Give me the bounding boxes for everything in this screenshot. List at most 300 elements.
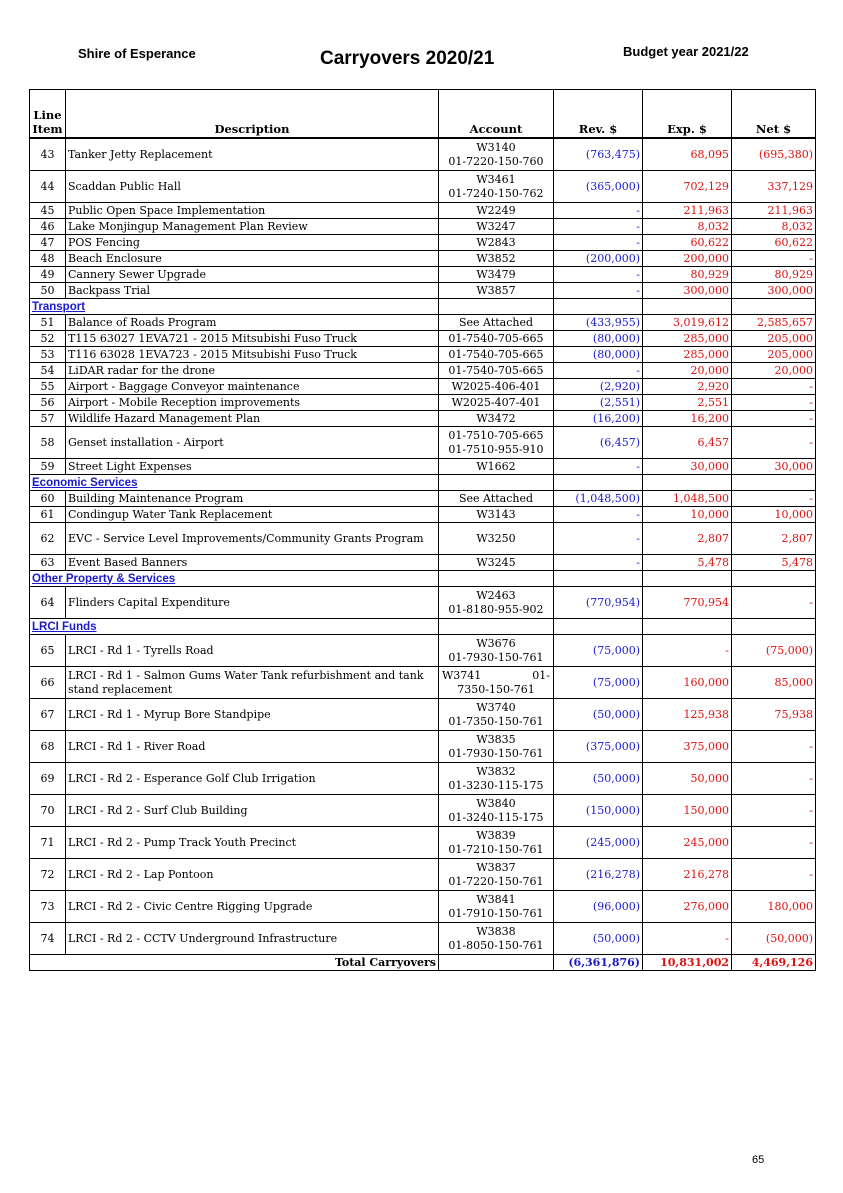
revenue-amount: - bbox=[554, 283, 643, 299]
line-item-number: 48 bbox=[30, 251, 66, 267]
expense-amount: 125,938 bbox=[643, 699, 732, 731]
expense-amount: 150,000 bbox=[643, 795, 732, 827]
revenue-amount: (200,000) bbox=[554, 251, 643, 267]
net-amount: - bbox=[732, 251, 816, 267]
account-code-line: W2025-406-401 bbox=[451, 379, 541, 393]
line-item-number: 71 bbox=[30, 827, 66, 859]
table-row bbox=[30, 235, 816, 251]
expense-amount: - bbox=[643, 635, 732, 667]
page-title: Carryovers 2020/21 bbox=[320, 48, 495, 69]
line-item-number: 70 bbox=[30, 795, 66, 827]
account-code bbox=[439, 763, 554, 795]
expense-amount: 20,000 bbox=[643, 363, 732, 379]
account-code-line: W3838 bbox=[476, 924, 516, 938]
expense-amount: 770,954 bbox=[643, 587, 732, 619]
item-description: Lake Monjingup Management Plan Review bbox=[66, 219, 439, 235]
revenue-amount: (75,000) bbox=[554, 667, 643, 699]
table-row bbox=[30, 507, 816, 523]
empty-cell bbox=[439, 619, 554, 635]
expense-amount: 5,478 bbox=[643, 555, 732, 571]
line-item-number: 61 bbox=[30, 507, 66, 523]
account-code bbox=[439, 699, 554, 731]
item-description: LRCI - Rd 2 - Lap Pontoon bbox=[66, 859, 439, 891]
item-description: Building Maintenance Program bbox=[66, 491, 439, 507]
account-code bbox=[439, 203, 554, 219]
col-header-net: Net $ bbox=[732, 90, 816, 139]
revenue-amount: - bbox=[554, 203, 643, 219]
line-item-number: 68 bbox=[30, 731, 66, 763]
item-description: LRCI - Rd 2 - Esperance Golf Club Irrigation bbox=[66, 763, 439, 795]
expense-amount: 211,963 bbox=[643, 203, 732, 219]
empty-cell bbox=[439, 955, 554, 971]
revenue-amount: (50,000) bbox=[554, 923, 643, 955]
empty-cell bbox=[554, 571, 643, 587]
net-amount: - bbox=[732, 859, 816, 891]
line-item-number: 54 bbox=[30, 363, 66, 379]
account-code-line: W3841 bbox=[476, 892, 516, 906]
item-description: LRCI - Rd 1 - Salmon Gums Water Tank refurbishment and tank stand replacement bbox=[66, 667, 439, 699]
item-description: POS Fencing bbox=[66, 235, 439, 251]
empty-cell bbox=[439, 571, 554, 587]
total-net: 4,469,126 bbox=[732, 955, 816, 971]
net-amount: 8,032 bbox=[732, 219, 816, 235]
account-code-line: W3461 bbox=[476, 172, 516, 186]
account-code-line: W3247 bbox=[476, 219, 516, 233]
expense-amount: - bbox=[643, 923, 732, 955]
budget-year: Budget year 2021/22 bbox=[623, 44, 749, 59]
revenue-amount: (365,000) bbox=[554, 171, 643, 203]
empty-cell bbox=[732, 619, 816, 635]
account-code bbox=[439, 395, 554, 411]
net-amount: - bbox=[732, 395, 816, 411]
expense-amount: 30,000 bbox=[643, 459, 732, 475]
section-header-row bbox=[30, 475, 816, 491]
total-revenue: (6,361,876) bbox=[554, 955, 643, 971]
item-description: LRCI - Rd 2 - Surf Club Building bbox=[66, 795, 439, 827]
expense-amount: 60,622 bbox=[643, 235, 732, 251]
line-item-number: 74 bbox=[30, 923, 66, 955]
expense-amount: 216,278 bbox=[643, 859, 732, 891]
section-header-row bbox=[30, 571, 816, 587]
total-expense: 10,831,002 bbox=[643, 955, 732, 971]
table-row bbox=[30, 347, 816, 363]
table-row bbox=[30, 635, 816, 667]
expense-amount: 285,000 bbox=[643, 347, 732, 363]
table-row bbox=[30, 363, 816, 379]
item-description: LRCI - Rd 1 - Tyrells Road bbox=[66, 635, 439, 667]
page-number: 65 bbox=[752, 1154, 765, 1166]
revenue-amount: (1,048,500) bbox=[554, 491, 643, 507]
account-code-line: W1662 bbox=[476, 459, 516, 473]
net-amount: 205,000 bbox=[732, 331, 816, 347]
line-item-number: 50 bbox=[30, 283, 66, 299]
line-item-number: 73 bbox=[30, 891, 66, 923]
expense-amount: 276,000 bbox=[643, 891, 732, 923]
net-amount: 2,807 bbox=[732, 523, 816, 555]
account-code-line: W2249 bbox=[476, 203, 516, 217]
account-code-line: 01-7220-150-760 bbox=[448, 154, 544, 168]
table-row bbox=[30, 923, 816, 955]
line-item-number: 44 bbox=[30, 171, 66, 203]
account-code bbox=[439, 219, 554, 235]
col-header-description: Description bbox=[66, 90, 439, 139]
revenue-amount: (770,954) bbox=[554, 587, 643, 619]
account-code-line: 01-7540-705-665 bbox=[448, 347, 544, 361]
line-item-number: 65 bbox=[30, 635, 66, 667]
account-code-line: 01-7240-150-762 bbox=[448, 186, 544, 200]
line-item-number: 57 bbox=[30, 411, 66, 427]
account-code-line: 01-8180-955-902 bbox=[448, 602, 544, 616]
revenue-amount: (150,000) bbox=[554, 795, 643, 827]
expense-amount: 702,129 bbox=[643, 171, 732, 203]
table-row bbox=[30, 731, 816, 763]
revenue-amount: (50,000) bbox=[554, 763, 643, 795]
col-header-rev: Rev. $ bbox=[554, 90, 643, 139]
revenue-amount: (80,000) bbox=[554, 331, 643, 347]
account-code-line bbox=[441, 669, 551, 683]
table-row bbox=[30, 587, 816, 619]
table-row bbox=[30, 891, 816, 923]
item-description: LRCI - Rd 1 - River Road bbox=[66, 731, 439, 763]
line-item-number: 47 bbox=[30, 235, 66, 251]
revenue-amount: - bbox=[554, 507, 643, 523]
empty-cell bbox=[643, 571, 732, 587]
account-code-part: W3741 bbox=[442, 668, 482, 682]
revenue-amount: - bbox=[554, 459, 643, 475]
line-item-number: 53 bbox=[30, 347, 66, 363]
account-code bbox=[439, 171, 554, 203]
revenue-amount: (75,000) bbox=[554, 635, 643, 667]
item-description: Airport - Baggage Conveyor maintenance bbox=[66, 379, 439, 395]
net-amount: - bbox=[732, 763, 816, 795]
line-item-number: 49 bbox=[30, 267, 66, 283]
account-code-line: 01-7510-955-910 bbox=[448, 442, 544, 456]
revenue-amount: (245,000) bbox=[554, 827, 643, 859]
account-code-line: W3832 bbox=[476, 764, 516, 778]
line-item-number: 62 bbox=[30, 523, 66, 555]
table-row bbox=[30, 491, 816, 507]
account-code-line: 7350-150-761 bbox=[457, 682, 535, 696]
net-amount: 80,929 bbox=[732, 267, 816, 283]
account-code-line: W2025-407-401 bbox=[451, 395, 541, 409]
table-row bbox=[30, 219, 816, 235]
expense-amount: 68,095 bbox=[643, 138, 732, 171]
net-amount: - bbox=[732, 587, 816, 619]
net-amount: (75,000) bbox=[732, 635, 816, 667]
expense-amount: 3,019,612 bbox=[643, 315, 732, 331]
expense-amount: 375,000 bbox=[643, 731, 732, 763]
revenue-amount: (96,000) bbox=[554, 891, 643, 923]
net-amount: (50,000) bbox=[732, 923, 816, 955]
table-row bbox=[30, 267, 816, 283]
line-item-number: 72 bbox=[30, 859, 66, 891]
account-code-line: W3676 bbox=[476, 636, 516, 650]
item-description: Tanker Jetty Replacement bbox=[66, 138, 439, 171]
expense-amount: 2,920 bbox=[643, 379, 732, 395]
net-amount: - bbox=[732, 427, 816, 459]
line-item-number: 51 bbox=[30, 315, 66, 331]
section-title: Other Property & Services bbox=[30, 571, 439, 587]
account-code-line: 01-7540-705-665 bbox=[448, 331, 544, 345]
net-amount: 5,478 bbox=[732, 555, 816, 571]
expense-amount: 8,032 bbox=[643, 219, 732, 235]
revenue-amount: (50,000) bbox=[554, 699, 643, 731]
revenue-amount: (433,955) bbox=[554, 315, 643, 331]
table-row bbox=[30, 171, 816, 203]
item-description: Public Open Space Implementation bbox=[66, 203, 439, 219]
item-description: Beach Enclosure bbox=[66, 251, 439, 267]
expense-amount: 10,000 bbox=[643, 507, 732, 523]
account-code-line: 01-3230-115-175 bbox=[448, 778, 544, 792]
revenue-amount: - bbox=[554, 523, 643, 555]
table-row bbox=[30, 795, 816, 827]
section-header-row bbox=[30, 299, 816, 315]
table-body bbox=[30, 138, 816, 971]
account-code-line: 01-7220-150-761 bbox=[448, 874, 544, 888]
col-header-account: Account bbox=[439, 90, 554, 139]
empty-cell bbox=[732, 571, 816, 587]
line-item-number: 63 bbox=[30, 555, 66, 571]
table-row bbox=[30, 859, 816, 891]
revenue-amount: - bbox=[554, 235, 643, 251]
empty-cell bbox=[643, 619, 732, 635]
col-header-exp: Exp. $ bbox=[643, 90, 732, 139]
expense-amount: 160,000 bbox=[643, 667, 732, 699]
revenue-amount: (80,000) bbox=[554, 347, 643, 363]
table-row bbox=[30, 523, 816, 555]
table-row bbox=[30, 459, 816, 475]
net-amount: - bbox=[732, 795, 816, 827]
item-description: Wildlife Hazard Management Plan bbox=[66, 411, 439, 427]
total-label: Total Carryovers bbox=[30, 955, 439, 971]
item-description: LiDAR radar for the drone bbox=[66, 363, 439, 379]
account-code bbox=[439, 587, 554, 619]
expense-amount: 285,000 bbox=[643, 331, 732, 347]
line-item-number: 55 bbox=[30, 379, 66, 395]
line-item-number: 45 bbox=[30, 203, 66, 219]
account-code bbox=[439, 235, 554, 251]
account-code-line: 01-7540-705-665 bbox=[448, 363, 544, 377]
item-description: Street Light Expenses bbox=[66, 459, 439, 475]
account-code bbox=[439, 331, 554, 347]
account-code bbox=[439, 363, 554, 379]
account-code-line: W2843 bbox=[476, 235, 516, 249]
revenue-amount: (763,475) bbox=[554, 138, 643, 171]
item-description: LRCI - Rd 2 - CCTV Underground Infrastructure bbox=[66, 923, 439, 955]
line-item-number: 64 bbox=[30, 587, 66, 619]
organization-name: Shire of Esperance bbox=[78, 46, 196, 61]
account-code-line: W3740 bbox=[476, 700, 516, 714]
table-row bbox=[30, 555, 816, 571]
account-code-line: 01-7350-150-761 bbox=[448, 714, 544, 728]
account-code bbox=[439, 459, 554, 475]
expense-amount: 300,000 bbox=[643, 283, 732, 299]
section-title: Economic Services bbox=[30, 475, 439, 491]
table-row bbox=[30, 138, 816, 171]
account-code-line: W3840 bbox=[476, 796, 516, 810]
table-row bbox=[30, 203, 816, 219]
net-amount: - bbox=[732, 379, 816, 395]
table-row bbox=[30, 827, 816, 859]
item-description: Airport - Mobile Reception improvements bbox=[66, 395, 439, 411]
item-description: LRCI - Rd 1 - Myrup Bore Standpipe bbox=[66, 699, 439, 731]
account-code-line: W3479 bbox=[476, 267, 516, 281]
account-code bbox=[439, 923, 554, 955]
item-description: T115 63027 1EVA721 - 2015 Mitsubishi Fuso Truck bbox=[66, 331, 439, 347]
account-code bbox=[439, 859, 554, 891]
section-title: Transport bbox=[30, 299, 439, 315]
line-item-number: 67 bbox=[30, 699, 66, 731]
account-code bbox=[439, 347, 554, 363]
account-code-line: W3250 bbox=[476, 531, 516, 545]
expense-amount: 245,000 bbox=[643, 827, 732, 859]
expense-amount: 1,048,500 bbox=[643, 491, 732, 507]
total-row bbox=[30, 955, 816, 971]
col-header-line-item: Line Item bbox=[30, 90, 66, 139]
account-code-line: W3839 bbox=[476, 828, 516, 842]
account-code bbox=[439, 795, 554, 827]
expense-amount: 2,551 bbox=[643, 395, 732, 411]
carryovers-table bbox=[29, 89, 816, 971]
net-amount: - bbox=[732, 411, 816, 427]
account-code bbox=[439, 827, 554, 859]
account-code-line: 01-3240-115-175 bbox=[448, 810, 544, 824]
net-amount: 337,129 bbox=[732, 171, 816, 203]
account-code-line: 01-7210-150-761 bbox=[448, 842, 544, 856]
empty-cell bbox=[732, 475, 816, 491]
line-item-number: 59 bbox=[30, 459, 66, 475]
account-code-line: W3472 bbox=[476, 411, 516, 425]
expense-amount: 200,000 bbox=[643, 251, 732, 267]
table-header-row bbox=[30, 90, 816, 139]
item-description: Condingup Water Tank Replacement bbox=[66, 507, 439, 523]
table-row bbox=[30, 427, 816, 459]
revenue-amount: - bbox=[554, 219, 643, 235]
account-code bbox=[439, 555, 554, 571]
item-description: Event Based Banners bbox=[66, 555, 439, 571]
net-amount: 20,000 bbox=[732, 363, 816, 379]
account-code bbox=[439, 731, 554, 763]
revenue-amount: (2,551) bbox=[554, 395, 643, 411]
revenue-amount: - bbox=[554, 363, 643, 379]
line-item-number: 43 bbox=[30, 138, 66, 171]
account-code-line: 01-7930-150-761 bbox=[448, 650, 544, 664]
table-row bbox=[30, 315, 816, 331]
account-code-line: 01-7930-150-761 bbox=[448, 746, 544, 760]
table-row bbox=[30, 251, 816, 267]
account-code-line: See Attached bbox=[459, 491, 533, 505]
account-code-line: 01-8050-150-761 bbox=[448, 938, 544, 952]
item-description: Scaddan Public Hall bbox=[66, 171, 439, 203]
account-code bbox=[439, 523, 554, 555]
account-code bbox=[439, 667, 554, 699]
expense-amount: 2,807 bbox=[643, 523, 732, 555]
net-amount: - bbox=[732, 827, 816, 859]
empty-cell bbox=[439, 299, 554, 315]
account-code bbox=[439, 315, 554, 331]
account-code bbox=[439, 411, 554, 427]
revenue-amount: (375,000) bbox=[554, 731, 643, 763]
account-code bbox=[439, 379, 554, 395]
net-amount: 60,622 bbox=[732, 235, 816, 251]
table-row bbox=[30, 283, 816, 299]
net-amount: - bbox=[732, 491, 816, 507]
account-code bbox=[439, 891, 554, 923]
line-item-number: 60 bbox=[30, 491, 66, 507]
account-code-line: W3852 bbox=[476, 251, 516, 265]
item-description: LRCI - Rd 2 - Pump Track Youth Precinct bbox=[66, 827, 439, 859]
expense-amount: 16,200 bbox=[643, 411, 732, 427]
expense-amount: 80,929 bbox=[643, 267, 732, 283]
empty-cell bbox=[732, 299, 816, 315]
account-code-line: W3245 bbox=[476, 555, 516, 569]
account-code bbox=[439, 138, 554, 171]
net-amount: 205,000 bbox=[732, 347, 816, 363]
item-description: LRCI - Rd 2 - Civic Centre Rigging Upgrade bbox=[66, 891, 439, 923]
table-row bbox=[30, 699, 816, 731]
account-code-line: W3143 bbox=[476, 507, 516, 521]
net-amount: 30,000 bbox=[732, 459, 816, 475]
table-row bbox=[30, 411, 816, 427]
table-row bbox=[30, 667, 816, 699]
account-code bbox=[439, 251, 554, 267]
account-code-line: W3857 bbox=[476, 283, 516, 297]
item-description: Genset installation - Airport bbox=[66, 427, 439, 459]
account-code-line: 01-7910-150-761 bbox=[448, 906, 544, 920]
account-code bbox=[439, 427, 554, 459]
section-header-row bbox=[30, 619, 816, 635]
account-code-line: W3835 bbox=[476, 732, 516, 746]
net-amount: (695,380) bbox=[732, 138, 816, 171]
account-code bbox=[439, 491, 554, 507]
empty-cell bbox=[643, 299, 732, 315]
account-code-line: W3140 bbox=[476, 140, 516, 154]
net-amount: 10,000 bbox=[732, 507, 816, 523]
account-code-part: 01- bbox=[532, 668, 550, 682]
revenue-amount: (6,457) bbox=[554, 427, 643, 459]
revenue-amount: (16,200) bbox=[554, 411, 643, 427]
table-row bbox=[30, 395, 816, 411]
item-description: Backpass Trial bbox=[66, 283, 439, 299]
section-title: LRCI Funds bbox=[30, 619, 439, 635]
empty-cell bbox=[554, 619, 643, 635]
item-description: T116 63028 1EVA723 - 2015 Mitsubishi Fuso Truck bbox=[66, 347, 439, 363]
item-description: Cannery Sewer Upgrade bbox=[66, 267, 439, 283]
net-amount: - bbox=[732, 731, 816, 763]
expense-amount: 6,457 bbox=[643, 427, 732, 459]
account-code bbox=[439, 283, 554, 299]
line-item-number: 52 bbox=[30, 331, 66, 347]
account-code-line: 01-7510-705-665 bbox=[448, 428, 544, 442]
account-code bbox=[439, 635, 554, 667]
table-row bbox=[30, 763, 816, 795]
empty-cell bbox=[554, 299, 643, 315]
account-code-line: See Attached bbox=[459, 315, 533, 329]
item-description: Flinders Capital Expenditure bbox=[66, 587, 439, 619]
empty-cell bbox=[439, 475, 554, 491]
net-amount: 2,585,657 bbox=[732, 315, 816, 331]
account-code bbox=[439, 267, 554, 283]
revenue-amount: - bbox=[554, 555, 643, 571]
expense-amount: 50,000 bbox=[643, 763, 732, 795]
revenue-amount: (216,278) bbox=[554, 859, 643, 891]
net-amount: 211,963 bbox=[732, 203, 816, 219]
revenue-amount: - bbox=[554, 267, 643, 283]
item-description: EVC - Service Level Improvements/Community Grants Program bbox=[66, 523, 439, 555]
line-item-number: 46 bbox=[30, 219, 66, 235]
net-amount: 180,000 bbox=[732, 891, 816, 923]
net-amount: 300,000 bbox=[732, 283, 816, 299]
